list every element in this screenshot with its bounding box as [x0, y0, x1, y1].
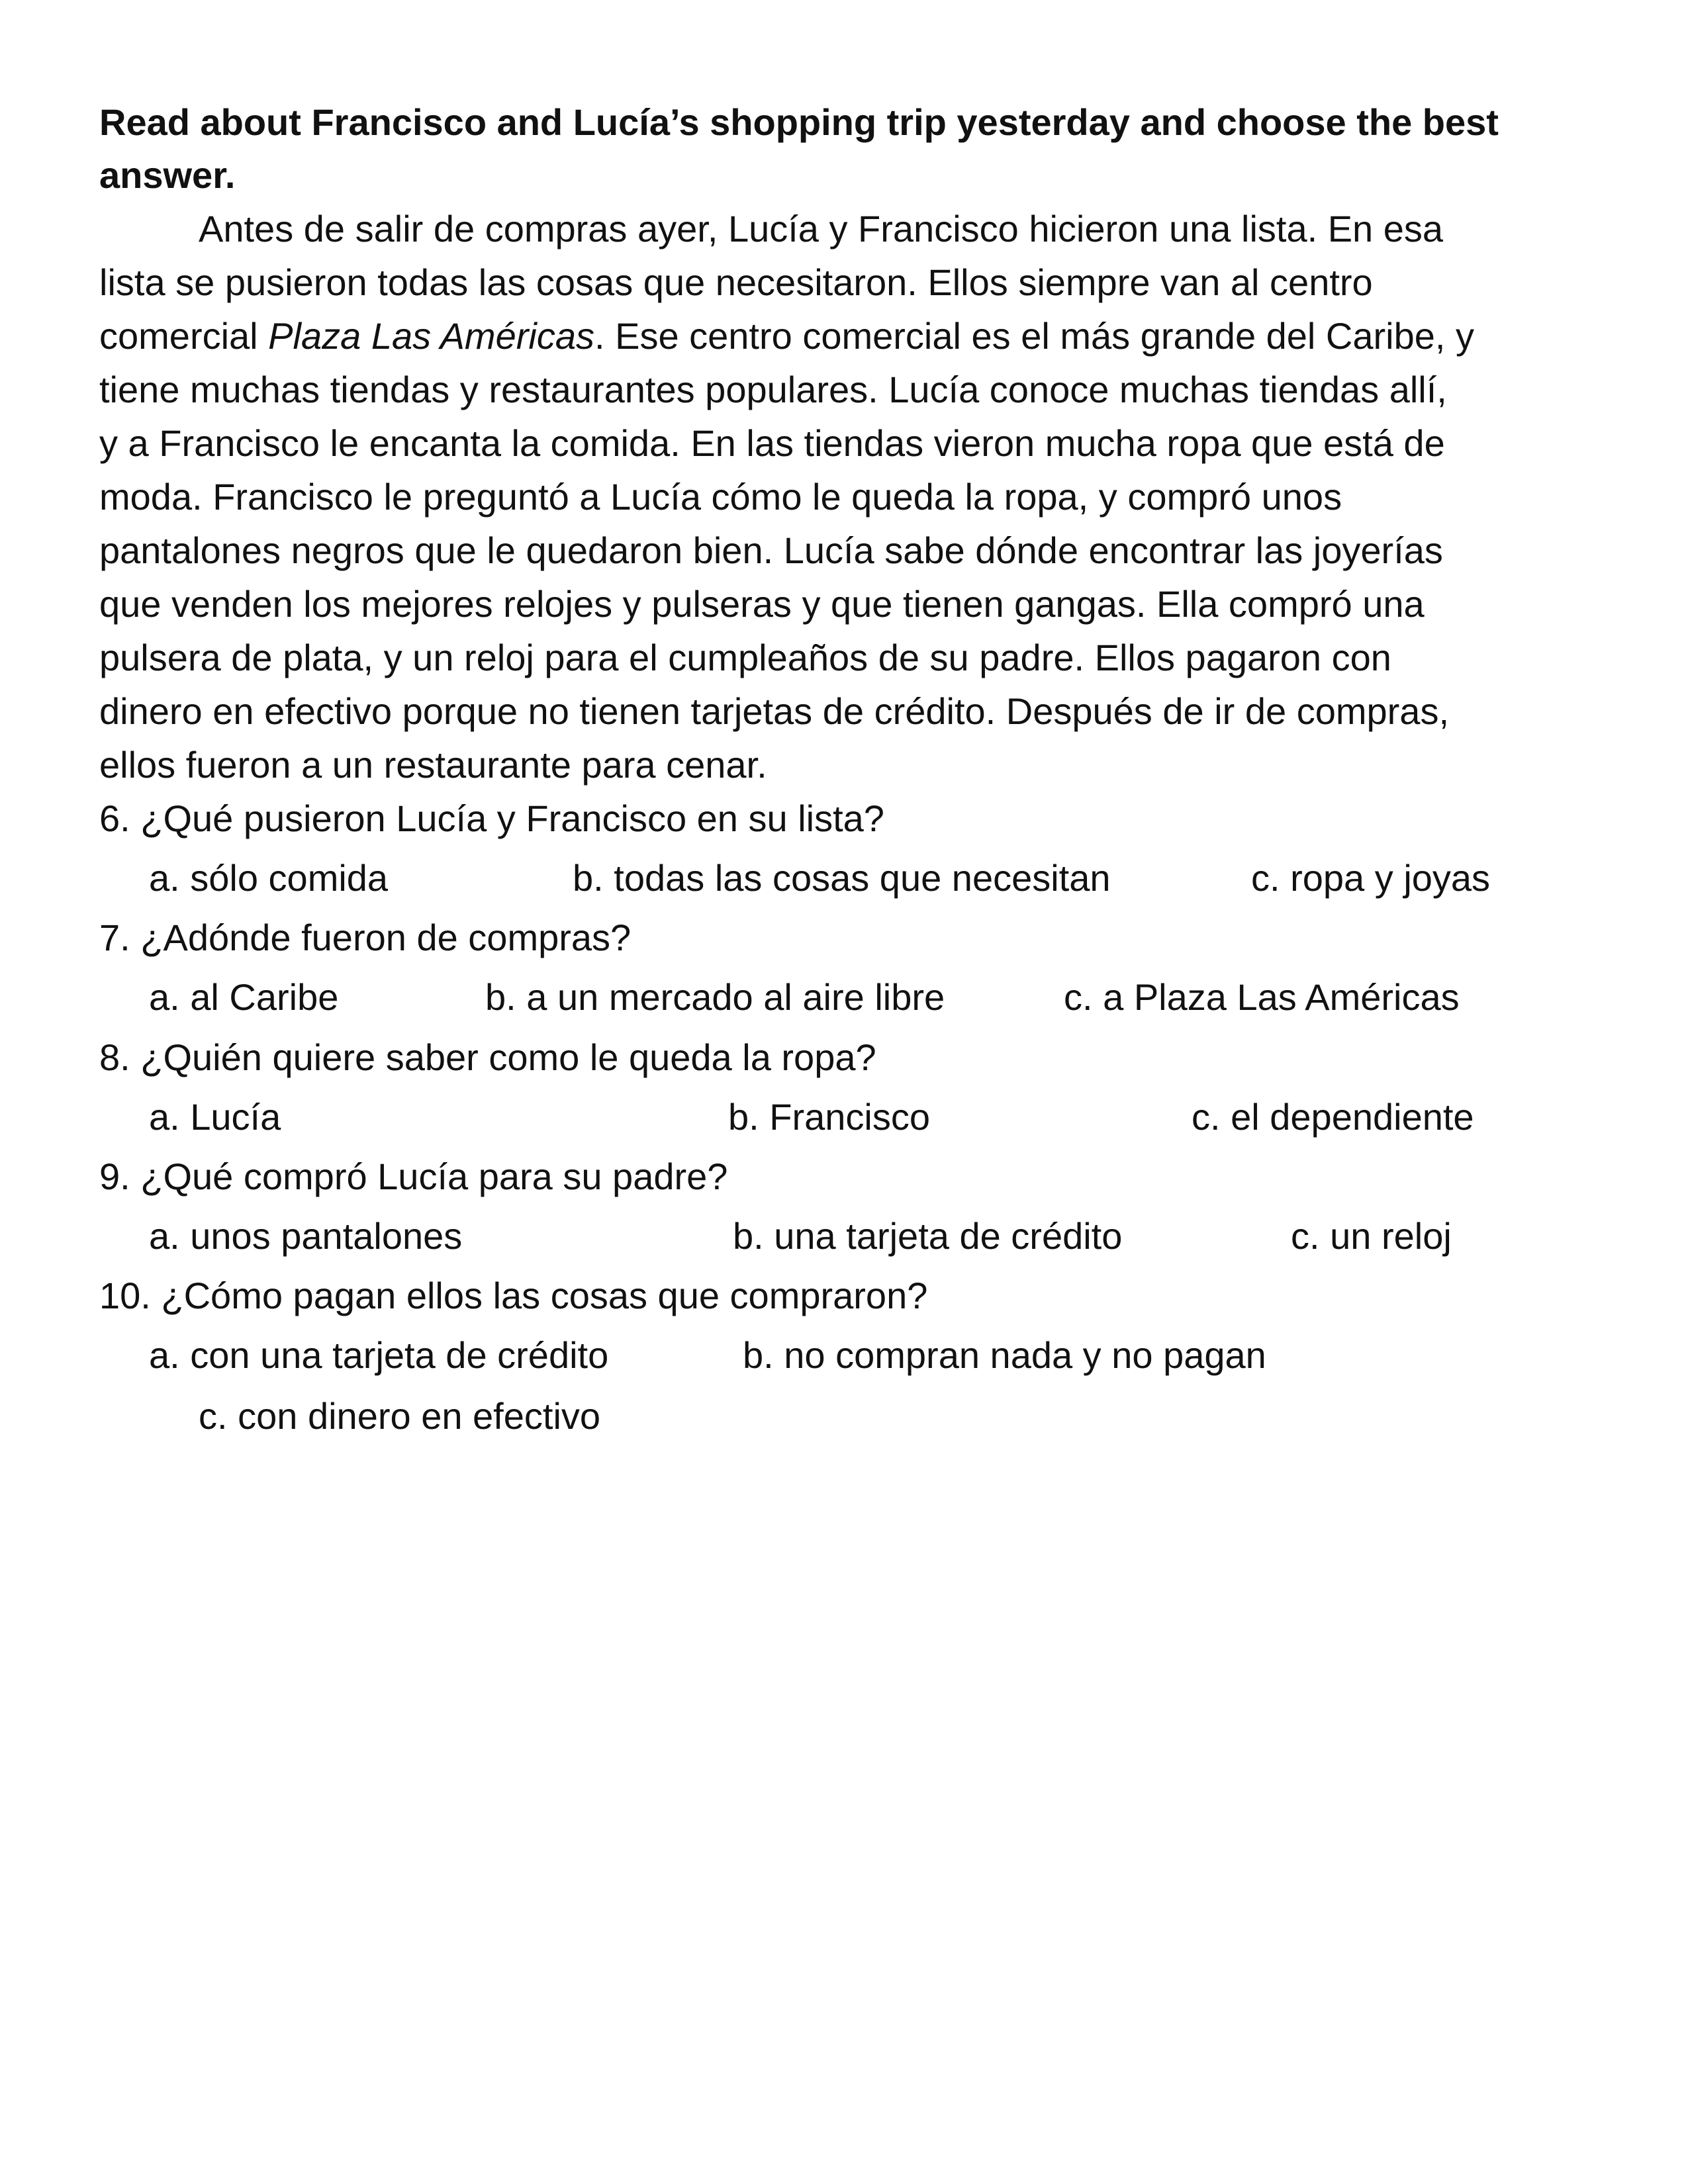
question-7-option-c[interactable]: c. a Plaza Las Américas — [1064, 976, 1460, 1018]
question-8-option-b[interactable]: b. Francisco — [728, 1096, 930, 1138]
question-9-option-c[interactable]: c. un reloj — [1291, 1215, 1452, 1257]
passage-line-3-pre: comercial — [99, 315, 269, 357]
question-10-option-c[interactable]: c. con dinero en efectivo — [199, 1395, 601, 1437]
question-8: 8. ¿Quién quiere saber como le queda la ropa? — [99, 1036, 876, 1078]
question-10: 10. ¿Cómo pagan ellos las cosas que compraron? — [99, 1275, 928, 1316]
mall-name: Plaza Las Américas — [268, 315, 594, 357]
question-9-option-a[interactable]: a. unos pantalones — [149, 1215, 463, 1257]
passage-line-11: ellos fueron a un restaurante para cenar. — [99, 744, 767, 786]
passage-line-3 — [99, 310, 1474, 363]
instructions-heading-line-2: answer. — [99, 154, 236, 196]
question-7-option-a[interactable]: a. al Caribe — [149, 976, 339, 1018]
question-8-option-c[interactable]: c. el dependiente — [1192, 1096, 1474, 1138]
instructions-heading-line-1: Read about Francisco and Lucía’s shopping trip yesterday and choose the best — [99, 101, 1499, 143]
question-9: 9. ¿Qué compró Lucía para su padre? — [99, 1156, 728, 1197]
question-10-option-a[interactable]: a. con una tarjeta de crédito — [149, 1334, 609, 1376]
question-8-option-a[interactable]: a. Lucía — [149, 1096, 281, 1138]
passage-line-2: lista se pusieron todas las cosas que necesitaron. Ellos siempre van al centro — [99, 261, 1373, 303]
passage-line-6: moda. Francisco le preguntó a Lucía cómo le queda la ropa, y compró unos — [99, 476, 1342, 518]
question-7: 7. ¿Adónde fueron de compras? — [99, 917, 632, 958]
passage-line-5: y a Francisco le encanta la comida. En las tiendas vieron mucha ropa que está de — [99, 422, 1445, 464]
question-7-option-b[interactable]: b. a un mercado al aire libre — [485, 976, 945, 1018]
question-6: 6. ¿Qué pusieron Lucía y Francisco en su lista? — [99, 797, 884, 839]
passage-line-9: pulsera de plata, y un reloj para el cumpleaños de su padre. Ellos pagaron con — [99, 637, 1391, 678]
passage-line-10: dinero en efectivo porque no tienen tarjetas de crédito. Después de ir de compras, — [99, 690, 1449, 732]
question-6-option-a[interactable]: a. sólo comida — [149, 857, 389, 899]
question-9-option-b[interactable]: b. una tarjeta de crédito — [733, 1215, 1123, 1257]
passage-line-4: tiene muchas tiendas y restaurantes populares. Lucía conoce muchas tiendas allí, — [99, 369, 1447, 410]
question-6-option-c[interactable]: c. ropa y joyas — [1251, 857, 1491, 899]
question-6-option-b[interactable]: b. todas las cosas que necesitan — [573, 857, 1111, 899]
passage-line-7: pantalones negros que le quedaron bien. Lucía sabe dónde encontrar las joyerías — [99, 529, 1443, 571]
passage-line-3-post: . Ese centro comercial es el más grande del Caribe, y — [594, 315, 1475, 357]
question-10-option-b[interactable]: b. no compran nada y no pagan — [743, 1334, 1266, 1376]
passage-line-1: Antes de salir de compras ayer, Lucía y Francisco hicieron una lista. En esa — [199, 208, 1444, 250]
passage-line-8: que venden los mejores relojes y pulseras y que tienen gangas. Ella compró una — [99, 583, 1425, 625]
